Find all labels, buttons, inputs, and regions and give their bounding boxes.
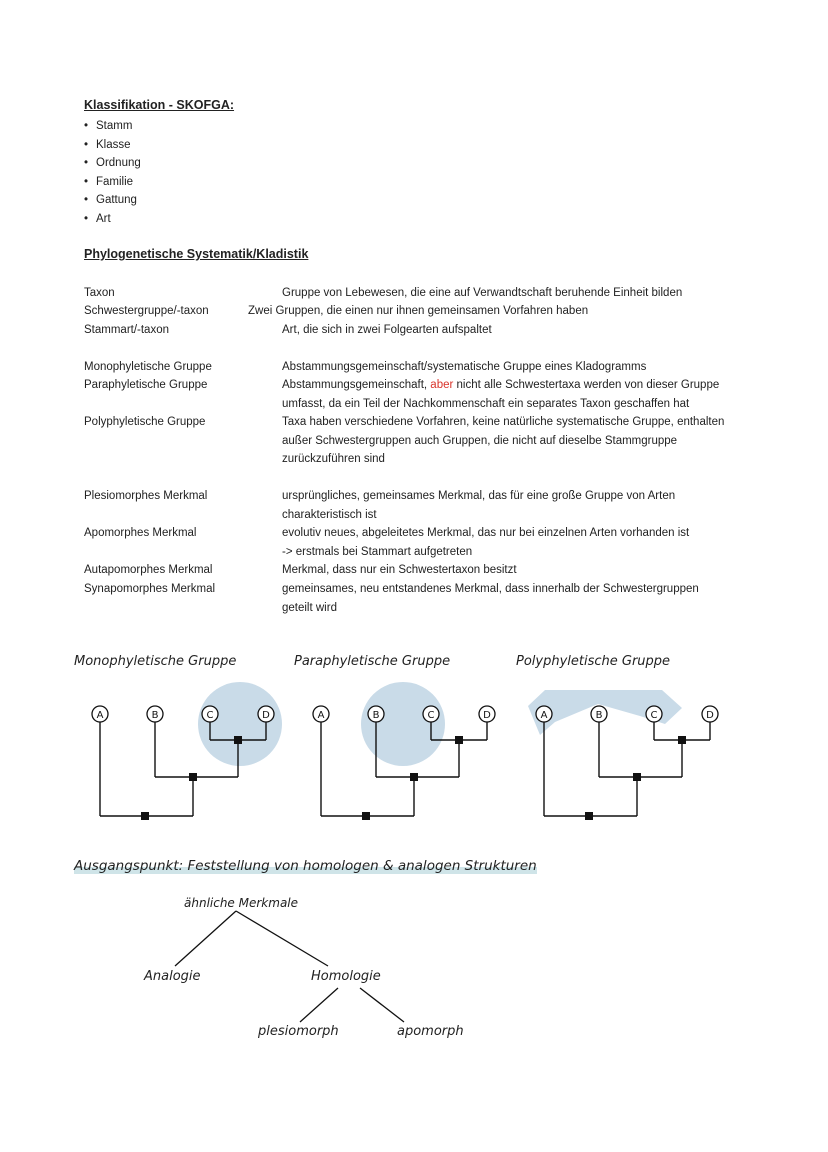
list-item: • Stamm [84, 120, 133, 132]
def-synapomorph: gemeinsames, neu entstandenes Merkmal, dass innerhalb der Schwestergruppen geteilt wird [282, 583, 699, 614]
cladogram-title-poly: Polyphyletische Gruppe [516, 654, 671, 669]
node-marker [234, 736, 242, 744]
node-marker [455, 736, 463, 744]
def-apomorph: evolutiv neues, abgeleitetes Merkmal, das nur bei einzelnen Arten vorhanden ist -> erstmals bei Stammart aufgetreten [282, 527, 690, 558]
taxon-label: D [483, 710, 491, 721]
term-synapomorph: Synapomorphes Merkmal [84, 583, 216, 595]
def-autapomorph: Merkmal, dass nur ein Schwestertaxon besitzt [282, 564, 517, 576]
term-paraphyletisch: Paraphyletische Gruppe [84, 379, 208, 391]
term-stammart: Stammart/-taxon [84, 324, 169, 336]
node-marker [141, 812, 149, 820]
term-schwestergruppe: Schwestergruppe/-taxon [84, 305, 209, 317]
para-highlight [361, 682, 445, 766]
accent-word: aber [430, 379, 454, 391]
concept-plesiomorph: plesiomorph [258, 1024, 339, 1039]
taxon-label: A [317, 710, 325, 721]
def-polyphyletisch: Taxa haben verschiedene Vorfahren, keine natürliche systematische Gruppe, enthalten außer Schwestergruppen auch Gruppen, die nicht auf dieselbe Stammgruppe zurückzuführen sind [282, 416, 725, 465]
list-item: • Ordnung [84, 157, 141, 170]
concept-tree-lines [175, 911, 404, 1022]
list-item: • Gattung [84, 194, 137, 207]
list-item: • Art [84, 212, 111, 225]
taxon-label: B [372, 710, 380, 721]
node-marker [633, 773, 641, 781]
concept-apomorph: apomorph [397, 1024, 464, 1039]
def-plesiomorph: ursprüngliches, gemeinsames Merkmal, das für eine große Gruppe von Arten charakteristisch ist [282, 490, 676, 521]
def-paraphyletisch: Abstammungsgemeinschaft, aber nicht alle Schwestertaxa werden von dieser Gruppe umfasst, da ein Teil der Nachkommenschaft ein separates Taxon geschaffen hat [282, 379, 720, 410]
cladogram-title-para: Paraphyletische Gruppe [294, 654, 451, 669]
taxon-label: A [540, 710, 548, 721]
taxon-label: B [151, 710, 159, 721]
concept-root: ähnliche Merkmale [184, 896, 299, 910]
taxon-label: B [595, 710, 603, 721]
term-plesiomorph: Plesiomorphes Merkmal [84, 490, 208, 502]
concept-homologie: Homologie [311, 969, 381, 984]
term-autapomorph: Autapomorphes Merkmal [84, 564, 213, 576]
cladogram-title-mono: Monophyletische Gruppe [74, 654, 237, 669]
node-marker [410, 773, 418, 781]
node-marker [362, 812, 370, 820]
classification-heading: Klassifikation - SKOFGA: [84, 98, 235, 112]
node-marker [585, 812, 593, 820]
term-apomorph: Apomorphes Merkmal [84, 527, 197, 539]
list-item: • Familie [84, 175, 134, 188]
taxon-label: C [206, 710, 214, 721]
taxon-label: A [96, 710, 104, 721]
list-item: • Klasse [84, 138, 131, 151]
term-polyphyletisch: Polyphyletische Gruppe [84, 416, 206, 428]
taxon-label: D [262, 710, 270, 721]
concept-analogie: Analogie [144, 969, 201, 984]
taxon-label: C [650, 710, 658, 721]
def-taxon: Gruppe von Lebewesen, die eine auf Verwandtschaft beruhende Einheit bilden [282, 287, 683, 299]
node-marker [189, 773, 197, 781]
taxon-label: D [706, 710, 714, 721]
def-stammart: Art, die sich in zwei Folgearten aufspaltet [282, 324, 492, 336]
node-marker [678, 736, 686, 744]
taxon-label: C [427, 710, 435, 721]
phylo-heading: Phylogenetische Systematik/Kladistik [84, 247, 309, 261]
def-monophyletisch: Abstammungsgemeinschaft/systematische Gruppe eines Kladogramms [282, 361, 647, 373]
term-taxon: Taxon [84, 287, 115, 299]
term-monophyletisch: Monophyletische Gruppe [84, 361, 212, 373]
concept-heading: Ausgangspunkt: Feststellung von homologen & analogen Strukturen [74, 858, 537, 874]
def-schwestergruppe: Zwei Gruppen, die einen nur ihnen gemeinsamen Vorfahren haben [248, 305, 589, 317]
